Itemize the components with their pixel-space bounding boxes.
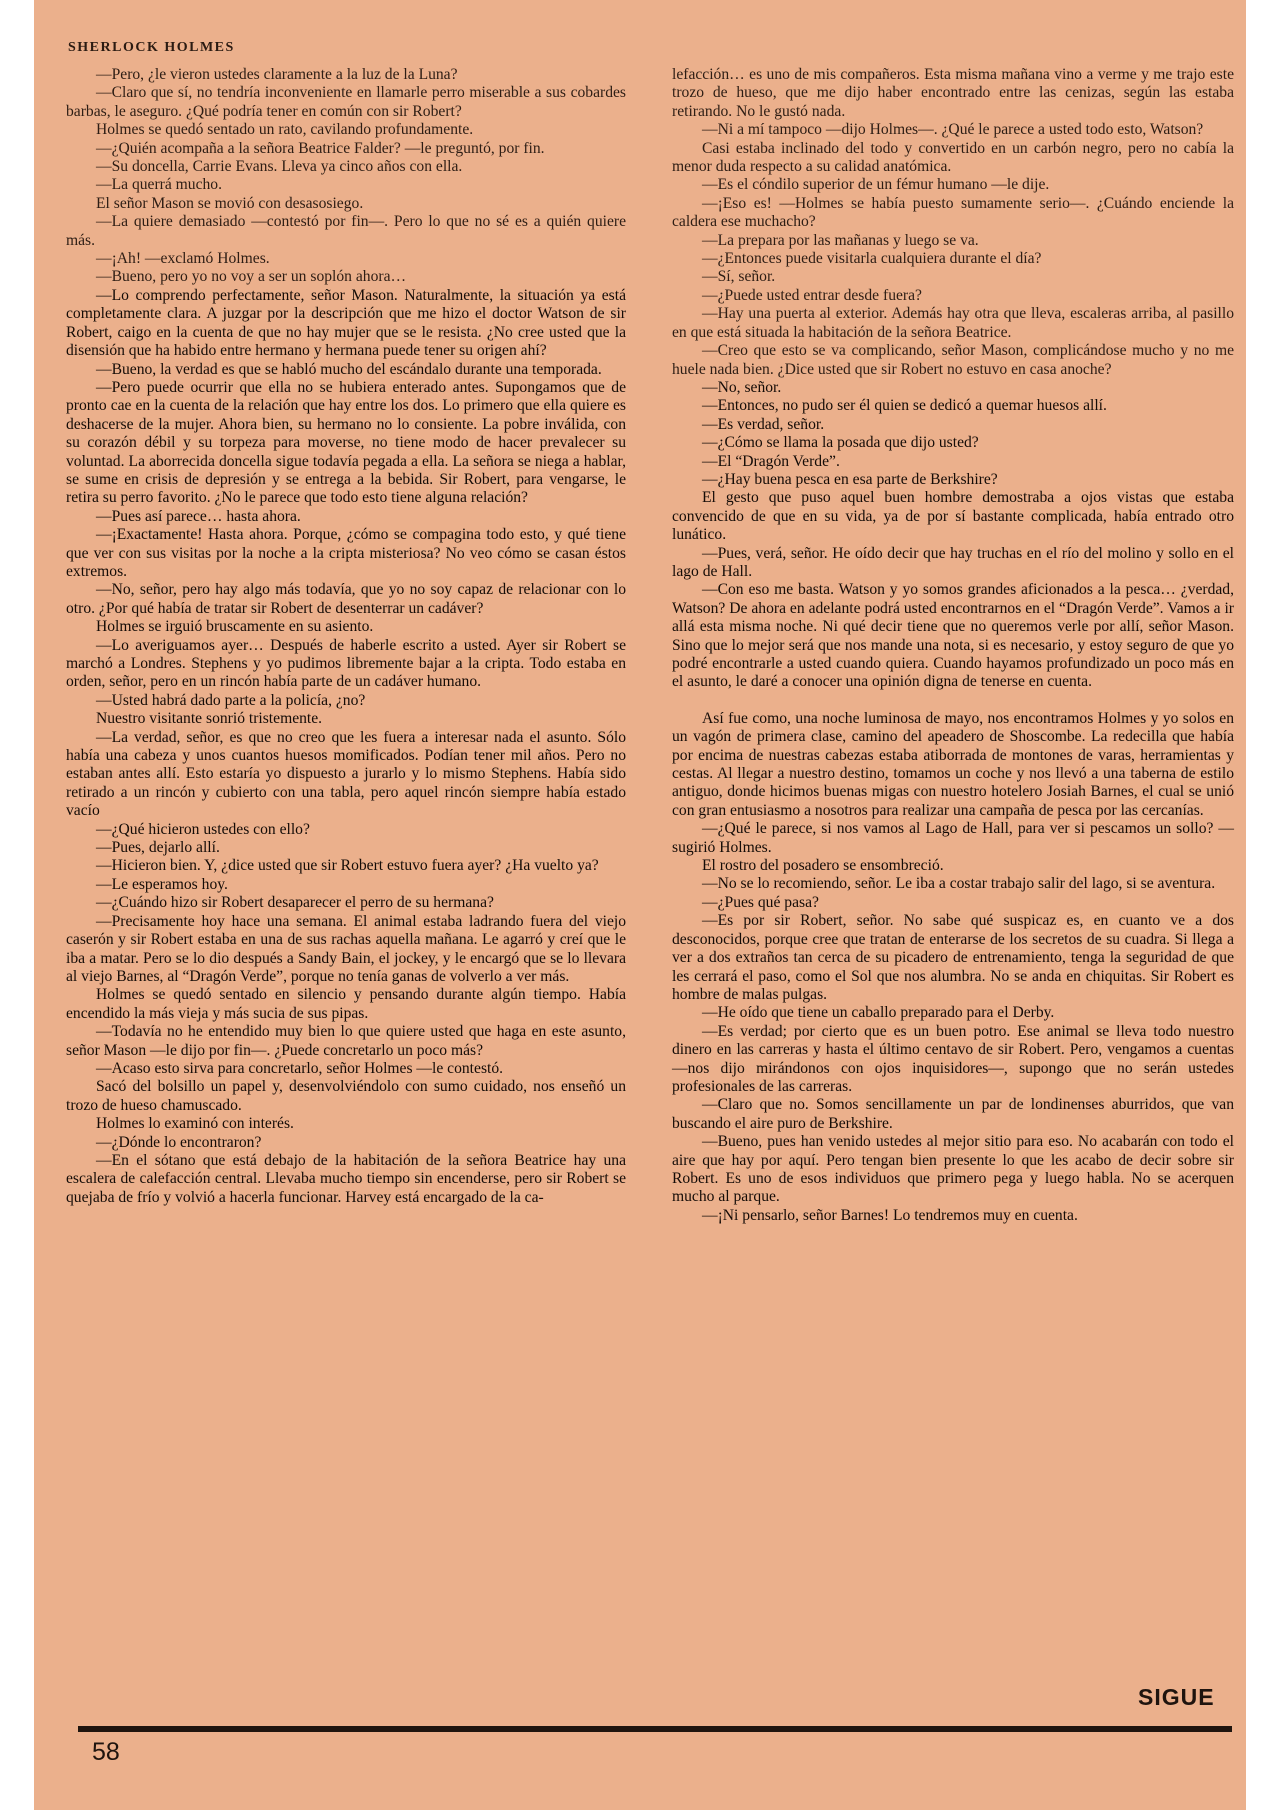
paragraph: —Ni a mí tampoco —dijo Holmes—. ¿Qué le parece a usted todo esto, Watson?	[702, 121, 1204, 139]
paragraph: —Claro que sí, no tendría inconveniente en llamarle perro miserable a sus cobardes barbas, le aseguro. ¿Qué podría tener en común con sir Robert?	[66, 84, 626, 120]
paragraph: —Precisamente hoy hace una semana. El animal estaba ladrando fuera del viejo caserón y sir Robert estaba en una de sus rachas aquella mañana. Le agarró y creí que le iba a matar. Pero se lo dio después a Sandy Bain, el jockey, y le encargó que se lo llevara al viejo Barnes, al “Dragón Verde”, porque no tenía ganas de volverlo a ver más.	[66, 912, 626, 985]
left-column	[66, 66, 626, 1207]
paragraph: —Lo averiguamos ayer… Después de haberle escrito a usted. Ayer sir Robert se marchó a Londres. Stephens y yo pudimos libremente bajar a la cripta. Todo estaba en orden, señor, pero en un rincón había parte de un cadáver humano.	[66, 636, 626, 691]
paragraph: —¡Eso es! —Holmes se había puesto sumamente serio—. ¿Cuándo enciende la caldera ese muchacho?	[672, 194, 1234, 231]
paragraph: —Es verdad; por cierto que es un buen potro. Ese animal se lleva todo nuestro dinero en las carreras y hasta el último centavo de sir Robert. Pero, vengamos a cuentas —nos dijo mirándonos con ojos inquisidores—, supongo que no serán ustedes profesionales de las carreras.	[672, 1022, 1234, 1095]
paragraph: —¿Puede usted entrar desde fuera?	[702, 286, 922, 304]
paragraph: —Bueno, pues han venido ustedes al mejor sitio para eso. No acabarán con todo el aire que hay por aquí. Pero tengan bien presente lo que les acabo de decir sobre sir Robert. Es uno de esos individuos que primero pega y luego habla. No se acerquen mucho al parque.	[672, 1133, 1234, 1206]
footer-rule	[78, 1726, 1232, 1732]
magazine-page	[34, 0, 1246, 1810]
paragraph: Holmes se quedó sentado un rato, cavilando profundamente.	[96, 121, 474, 139]
paragraph: —Claro que no. Somos sencillamente un par de londinenses aburridos, que van buscando el aire puro de Berkshire.	[672, 1096, 1234, 1132]
paragraph: Holmes se irguió bruscamente en su asiento.	[96, 618, 374, 636]
paragraph: —La verdad, señor, es que no creo que les fuera a interesar nada el asunto. Sólo había una cabeza y unos cuantos huesos momificados. Podían tener mil años. Pero no estaban antes allí. Esto estaría yo dispuesto a jurarlo y lo mismo Stephens. Había sido retirado a un rincón y cubierto con una tabla, pero aquel rincón siempre había estado vacío	[66, 728, 626, 820]
paragraph: —Pero puede ocurrir que ella no se hubiera enterado antes. Supongamos que de pronto cae en la cuenta de la relación que hay entre los dos. Lo primero que ella quiere es deshacerse de la mujer. Ahora bien, su hermano no lo consiente. La pobre inválida, con su corazón débil y su torpeza para moverse, no tiene modo de hacer prevalecer su voluntad. La aborrecida doncella sigue todavía pegada a ella. La señora se niega a hablar, se sume en crisis de depresión y se entrega a la bebida. Sir Robert, para vengarse, le retira su perro favorito. ¿No le parece que todo esto tiene alguna relación?	[66, 378, 626, 507]
continued-label: SIGUE	[1138, 1684, 1215, 1710]
paragraph: —¿Dónde lo encontraron?	[96, 1133, 262, 1151]
paragraph: —¿Qué le parece, si nos vamos al Lago de Hall, para ver si pescamos un sollo? —sugirió Holmes.	[672, 820, 1234, 856]
paragraph: —¿Cómo se llama la posada que dijo usted?	[702, 434, 979, 452]
paragraph: —Pues, dejarlo allí.	[96, 839, 220, 857]
paragraph: —Hay una puerta al exterior. Además hay otra que lleva, escaleras arriba, al pasillo en que está situada la habitación de la señora Beatrice.	[672, 305, 1234, 341]
paragraph: —Es verdad, señor.	[702, 415, 825, 433]
paragraph: —¿Entonces puede visitarla cualquiera durante el día?	[702, 250, 1042, 268]
paragraph: —¡Exactamente! Hasta ahora. Porque, ¿cómo se compagina todo esto, y qué tiene que ver con sus visitas por la noche a la cripta misteriosa? No veo cómo se casan éstos extremos.	[66, 526, 626, 580]
paragraph: —Bueno, pero yo no voy a ser un soplón ahora…	[96, 268, 407, 286]
paragraph: Casi estaba inclinado del todo y convertido en un carbón negro, pero no cabía la menor duda respecto a su calidad anatómica.	[672, 139, 1234, 176]
paragraph: —Usted habrá dado parte a la policía, ¿no?	[96, 691, 366, 709]
paragraph: —Todavía no he entendido muy bien lo que quiere usted que haga en este asunto, señor Mason —le dijo por fin—. ¿Puede concretarlo un poco más?	[66, 1023, 626, 1059]
paragraph: —Sí, señor.	[702, 268, 776, 286]
paragraph: Holmes se quedó sentado en silencio y pensando durante algún tiempo. Había encendido la más vieja y más sucia de sus pipas.	[66, 986, 626, 1022]
paragraph: —Es el cóndilo superior de un fémur humano —le dije.	[702, 176, 1050, 194]
paragraph: —En el sótano que está debajo de la habitación de la señora Beatrice hay una escalera de calefacción central. Llevaba mucho tiempo sin encenderse, pero sir Robert se quejaba de frío y volvió a hacerla funcionar. Harvey está encargado de la ca-	[66, 1151, 626, 1206]
paragraph: —¿Qué hicieron ustedes con ello?	[96, 820, 310, 838]
paragraph: Holmes lo examinó con interés.	[96, 1115, 294, 1133]
paragraph-continued: lefacción… es uno de mis compañeros. Esta misma mañana vino a verme y me trajo este trozo de hueso, que me dijo haber encontrado entre las cenizas, según las estaba retirando. No le gustó nada.	[672, 66, 1234, 120]
paragraph: —Bueno, la verdad es que se habló mucho del escándalo durante una temporada.	[96, 360, 602, 378]
page-number: 58	[92, 1738, 120, 1766]
paragraph: El gesto que puso aquel buen hombre demostraba a ojos vistas que estaba convencido de que en su vida, ya de por sí bastante complicada, había entrado otro lunático.	[672, 489, 1234, 544]
paragraph: —¿Hay buena pesca en esa parte de Berkshire?	[702, 470, 998, 488]
paragraph: —No se lo recomiendo, señor. Le iba a costar trabajo salir del lago, si se aventura.	[702, 875, 1216, 893]
paragraph: —Entonces, no pudo ser él quien se dedicó a quemar huesos allí.	[702, 397, 1107, 415]
paragraph: —No, señor, pero hay algo más todavía, que yo no soy capaz de relacionar con lo otro. ¿Por qué había de tratar sir Robert de desenterrar un cadáver?	[66, 581, 626, 617]
paragraph: —Pues así parece… hasta ahora.	[96, 507, 301, 525]
paragraph: —La querrá mucho.	[96, 176, 222, 194]
paragraph: Así fue como, una noche luminosa de mayo, nos encontramos Holmes y yo solos en un vagón de primera clase, camino del apeadero de Shoscombe. La redecilla que había por encima de nuestras cabezas estaba atiborrada de montones de varas, herramientas y cestas. Al llegar a nuestro destino, tomamos un coche y nos llevó a una taberna de estilo antiguo, donde hicimos buenas migas con nuestro hotelero Josiah Barnes, el cual se unió con gran entusiasmo a nosotros para realizar una campaña de pesca por las cercanías.	[672, 709, 1234, 819]
paragraph: —Pues, verá, señor. He oído decir que hay truchas en el río del molino y sollo en el lago de Hall.	[672, 544, 1234, 580]
paragraph: —Pero, ¿le vieron ustedes claramente a la luz de la Luna?	[96, 66, 458, 83]
paragraph: —Con eso me basta. Watson y yo somos grandes aficionados a la pesca… ¿verdad, Watson? De ahora en adelante podrá usted encontrarnos en el “Dragón Verde”. Vamos a ir allá esta misma noche. Ni qué decir tiene que no queremos verle por allí, señor Mason. Sino que lo mejor será que nos mande una nota, si es necesario, y estoy seguro de que yo podré encontrarle a usted cuando quiera. Cuando hayamos profundizado un poco más en el asunto, le daré a conocer una opinión digna de tenerse en cuenta.	[672, 581, 1234, 691]
paragraph: —El “Dragón Verde”.	[702, 452, 840, 470]
paragraph: Sacó del bolsillo un papel y, desenvolviéndolo con sumo cuidado, nos enseñó un trozo de hueso chamuscado.	[66, 1078, 626, 1114]
paragraph: —Hicieron bien. Y, ¿dice usted que sir Robert estuvo fuera ayer? ¿Ha vuelto ya?	[96, 857, 599, 875]
paragraph: —¿Pues qué pasa?	[702, 893, 819, 911]
paragraph: —Le esperamos hoy.	[96, 875, 228, 893]
paragraph: —Creo que esto se va complicando, señor Mason, complicándose mucho y no me huele nada bien. ¿Dice usted que sir Robert no estuvo en casa anoche?	[672, 342, 1234, 378]
paragraph: El rostro del posadero se ensombreció.	[702, 857, 944, 875]
paragraph: El señor Mason se movió con desasosiego.	[96, 194, 364, 212]
running-title: SHERLOCK HOLMES	[68, 40, 235, 55]
paragraph: —¡Ni pensarlo, señor Barnes! Lo tendremos muy en cuenta.	[702, 1206, 1078, 1224]
paragraph: —¿Quién acompaña a la señora Beatrice Falder? —le preguntó, por fin.	[96, 139, 545, 157]
paragraph: —No, señor.	[702, 378, 782, 396]
paragraph: —Su doncella, Carrie Evans. Lleva ya cinco años con ella.	[96, 158, 463, 176]
paragraph: —La prepara por las mañanas y luego se va.	[702, 231, 979, 249]
paragraph: —La quiere demasiado —contestó por fin—. Pero lo que no sé es a quién quiere más.	[66, 213, 626, 249]
paragraph: —¡Ah! —exclamó Holmes.	[96, 250, 270, 268]
paragraph: —Lo comprendo perfectamente, señor Mason. Naturalmente, la situación ya está completamente clara. A juzgar por la descripción que me hizo el doctor Watson de sir Robert, caigo en la cuenta de que no hay mujer que se le resista. ¿No cree usted que la disensión que ha habido entre hermano y hermana puede tener su origen ahí?	[66, 286, 626, 360]
paragraph: —He oído que tiene un caballo preparado para el Derby.	[702, 1004, 1055, 1022]
right-column	[672, 66, 1234, 1225]
paragraph: Nuestro visitante sonrió tristemente.	[96, 710, 323, 728]
paragraph: —Acaso esto sirva para concretarlo, señor Holmes —le contestó.	[96, 1059, 504, 1077]
paragraph: —¿Cuándo hizo sir Robert desaparecer el perro de su hermana?	[96, 894, 494, 912]
paragraph: —Es por sir Robert, señor. No sabe qué suspicaz es, en cuanto ve a dos desconocidos, porque cree que tratan de enterarse de los secretos de su cuadra. Si llega a ver a dos extraños tan cerca de su picadero de entrenamiento, tenga la seguridad de que les cerrará el paso, como el Sol que nos alumbra. No se anda en chiquitas. Sir Robert es hombre de malas pulgas.	[672, 912, 1234, 1003]
